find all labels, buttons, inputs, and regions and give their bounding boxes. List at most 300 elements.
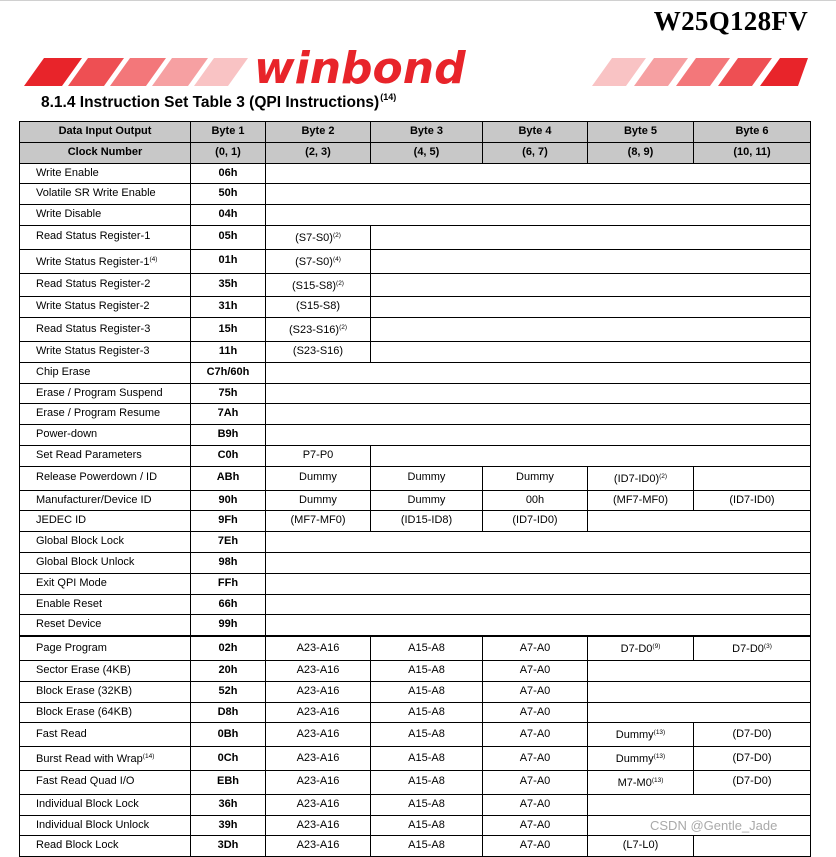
- instruction-name-text: Release Powerdown / ID: [36, 471, 158, 484]
- opcode-cell: 02h: [191, 636, 266, 660]
- instruction-name: [20, 636, 191, 660]
- byte-cell-text: A23-A16: [296, 797, 340, 810]
- opcode-cell: 66h: [191, 594, 266, 615]
- byte-cell: [371, 490, 483, 511]
- instruction-name: [20, 747, 191, 771]
- instruction-name-text: Volatile SR Write Enable: [36, 187, 156, 200]
- byte-cell-text: A23-A16: [296, 641, 340, 654]
- empty-span-cell: [371, 249, 811, 273]
- byte-cell-text: (D7-D0): [732, 775, 772, 788]
- byte-cell: [483, 836, 588, 857]
- instruction-name-text: Read Block Lock: [36, 839, 119, 852]
- empty-span-cell: [266, 404, 811, 425]
- byte-cell: [694, 723, 811, 747]
- table-row: [20, 318, 811, 342]
- byte-cell: [371, 815, 483, 836]
- byte-cell-text: A15-A8: [408, 641, 445, 654]
- instruction-name-text: Exit QPI Mode: [36, 576, 107, 589]
- byte-cell: [266, 490, 371, 511]
- table-row: [20, 341, 811, 362]
- opcode-cell: 39h: [191, 815, 266, 836]
- opcode-cell: D8h: [191, 702, 266, 723]
- instruction-name: [20, 425, 191, 446]
- opcode-cell: FFh: [191, 573, 266, 594]
- empty-span-cell: [266, 383, 811, 404]
- table-row: [20, 681, 811, 702]
- byte-cell: [483, 770, 588, 794]
- instruction-name-text: Write Status Register-3: [36, 344, 150, 357]
- byte-cell: [266, 723, 371, 747]
- byte-cell: [588, 636, 694, 660]
- table-row: [20, 836, 811, 857]
- byte-cell: [694, 636, 811, 660]
- instruction-name: [20, 249, 191, 273]
- empty-span-cell: [588, 681, 811, 702]
- byte-cell-text: A15-A8: [408, 684, 445, 697]
- table-row: [20, 702, 811, 723]
- byte-cell-text: A15-A8: [408, 663, 445, 676]
- footnote-ref: (13): [653, 753, 666, 761]
- footnote-ref: (14): [142, 753, 155, 761]
- empty-span-cell: [371, 318, 811, 342]
- byte-cell: [266, 747, 371, 771]
- opcode-cell: B9h: [191, 425, 266, 446]
- instruction-name: [20, 836, 191, 857]
- byte-cell-text: A7-A0: [519, 641, 551, 654]
- section-title: [41, 92, 396, 112]
- right-stripes-icon: [592, 58, 808, 86]
- table-row: [20, 445, 811, 466]
- instruction-name-text: JEDEC ID: [36, 514, 87, 527]
- instruction-name: [20, 205, 191, 226]
- empty-span-cell: [371, 297, 811, 318]
- byte-cell-text: Dummy: [407, 493, 446, 506]
- byte-cell: [371, 702, 483, 723]
- byte-cell-text: D7-D0: [620, 643, 653, 656]
- table-row: [20, 249, 811, 273]
- instruction-name-text: Write Status Register-2: [36, 300, 150, 313]
- byte-cell: [371, 794, 483, 815]
- byte-cell: [266, 660, 371, 681]
- opcode-cell: 3Dh: [191, 836, 266, 857]
- byte-cell: [371, 511, 483, 532]
- byte-cell: [483, 490, 588, 511]
- instruction-name: [20, 318, 191, 342]
- empty-span-cell: [371, 445, 811, 466]
- byte-cell: [266, 770, 371, 794]
- winbond-logo-text: winbond: [254, 46, 466, 92]
- instruction-name: [20, 615, 191, 636]
- column-header: Byte 2: [266, 122, 371, 143]
- opcode-cell: ABh: [191, 466, 266, 490]
- instruction-name-text: Power-down: [36, 428, 98, 441]
- table-row: [20, 660, 811, 681]
- column-header: Byte 4: [483, 122, 588, 143]
- opcode-cell: 06h: [191, 163, 266, 184]
- byte-cell: [588, 466, 694, 490]
- byte-cell-text: A7-A0: [519, 705, 551, 718]
- empty-span-cell: [266, 532, 811, 553]
- byte-cell-text: M7-M0: [617, 776, 652, 789]
- clock-number-cell: (2, 3): [266, 142, 371, 163]
- footnote-ref: (13): [651, 776, 664, 784]
- byte-cell-text: (S15-S8): [295, 300, 341, 313]
- empty-span-cell: [266, 163, 811, 184]
- instruction-name: [20, 702, 191, 723]
- left-stripes-icon: [24, 58, 248, 86]
- opcode-cell: 75h: [191, 383, 266, 404]
- instruction-name-text: Global Block Lock: [36, 535, 125, 548]
- instruction-name-text: Fast Read Quad I/O: [36, 775, 135, 788]
- opcode-cell: C0h: [191, 445, 266, 466]
- instruction-name-text: Write Enable: [36, 166, 99, 179]
- byte-cell-text: D7-D0: [732, 643, 764, 656]
- byte-cell-text: A7-A0: [519, 663, 551, 676]
- opcode-cell: 50h: [191, 184, 266, 205]
- table-row: [20, 205, 811, 226]
- instruction-name-text: Individual Block Unlock: [36, 818, 150, 831]
- table-body: [20, 163, 811, 857]
- byte-cell-text: (ID7-ID0): [613, 472, 660, 485]
- byte-cell-text: A7-A0: [519, 751, 551, 764]
- winbond-logo-banner: [20, 46, 810, 92]
- byte-cell-text: (ID15-ID8): [400, 514, 453, 527]
- opcode-cell: 01h: [191, 249, 266, 273]
- instruction-name: [20, 225, 191, 249]
- byte-cell-text: Dummy: [615, 753, 654, 766]
- instruction-name-text: Block Erase (32KB): [36, 684, 132, 697]
- byte-cell-text: A7-A0: [519, 727, 551, 740]
- opcode-cell: 15h: [191, 318, 266, 342]
- byte-cell-text: P7-P0: [302, 448, 334, 461]
- empty-span-cell: [694, 836, 811, 857]
- byte-cell-text: A23-A16: [296, 727, 340, 740]
- empty-span-cell: [694, 466, 811, 490]
- instruction-name: [20, 815, 191, 836]
- qpi-instruction-table: [19, 121, 811, 857]
- byte-cell-text: A23-A16: [296, 818, 340, 831]
- instruction-name-text: Enable Reset: [36, 597, 103, 610]
- byte-cell-text: Dummy: [407, 471, 446, 484]
- byte-cell-text: (S23-S16): [292, 344, 344, 357]
- instruction-name: [20, 383, 191, 404]
- column-header: Data Input Output: [20, 122, 191, 143]
- table-row: [20, 532, 811, 553]
- byte-cell-text: (D7-D0): [732, 727, 772, 740]
- opcode-cell: C7h/60h: [191, 362, 266, 383]
- byte-cell: [266, 836, 371, 857]
- byte-cell: [266, 466, 371, 490]
- byte-cell: [266, 341, 371, 362]
- table-row: [20, 297, 811, 318]
- footnote-ref: (4): [149, 255, 158, 263]
- byte-cell: [266, 681, 371, 702]
- opcode-cell: 52h: [191, 681, 266, 702]
- opcode-cell: 11h: [191, 341, 266, 362]
- clock-number-cell: (0, 1): [191, 142, 266, 163]
- column-header: Byte 1: [191, 122, 266, 143]
- opcode-cell: 99h: [191, 615, 266, 636]
- empty-span-cell: [588, 794, 811, 815]
- instruction-name-text: Sector Erase (4KB): [36, 663, 131, 676]
- instruction-name: [20, 794, 191, 815]
- byte-cell: [266, 445, 371, 466]
- byte-cell-text: A23-A16: [296, 663, 340, 676]
- byte-cell: [483, 794, 588, 815]
- instruction-name: [20, 273, 191, 297]
- opcode-cell: 36h: [191, 794, 266, 815]
- instruction-name: [20, 404, 191, 425]
- byte-cell: [371, 660, 483, 681]
- empty-span-cell: [371, 225, 811, 249]
- instruction-name: [20, 184, 191, 205]
- table-row: [20, 723, 811, 747]
- byte-cell: [371, 836, 483, 857]
- instruction-name-text: Set Read Parameters: [36, 448, 142, 461]
- byte-cell: [483, 747, 588, 771]
- empty-span-cell: [588, 660, 811, 681]
- instruction-name: [20, 770, 191, 794]
- instruction-name: [20, 341, 191, 362]
- byte-cell-text: A15-A8: [408, 751, 445, 764]
- byte-cell: [483, 815, 588, 836]
- byte-cell-text: 00h: [525, 493, 545, 506]
- instruction-name: [20, 594, 191, 615]
- instruction-name: [20, 163, 191, 184]
- opcode-cell: 31h: [191, 297, 266, 318]
- opcode-cell: 35h: [191, 273, 266, 297]
- byte-cell: [371, 681, 483, 702]
- clock-number-cell: Clock Number: [20, 142, 191, 163]
- footnote-ref: (13): [653, 729, 666, 737]
- table-row: [20, 552, 811, 573]
- byte-cell: [371, 723, 483, 747]
- byte-cell-text: (S7-S0): [295, 255, 333, 268]
- instruction-name-text: Burst Read with Wrap: [36, 753, 143, 766]
- byte-cell-text: A15-A8: [408, 705, 445, 718]
- footnote-ref: (9): [652, 643, 661, 651]
- byte-cell-text: (MF7-MF0): [290, 514, 346, 527]
- byte-cell: [588, 723, 694, 747]
- byte-cell: [266, 815, 371, 836]
- byte-cell-text: (ID7-ID0): [512, 514, 558, 527]
- instruction-name-text: Erase / Program Suspend: [36, 386, 163, 399]
- empty-span-cell: [266, 552, 811, 573]
- byte-cell-text: Dummy: [299, 471, 337, 484]
- byte-cell-text: A23-A16: [296, 751, 340, 764]
- column-header: Byte 6: [694, 122, 811, 143]
- byte-cell: [694, 490, 811, 511]
- instruction-name-text: Fast Read: [36, 727, 87, 740]
- byte-cell-text: Dummy: [516, 471, 554, 484]
- instruction-name: [20, 552, 191, 573]
- byte-cell: [694, 747, 811, 771]
- footnote-ref: (2): [336, 279, 344, 287]
- instruction-name: [20, 660, 191, 681]
- table-row: [20, 383, 811, 404]
- byte-cell-text: (D7-D0): [732, 751, 772, 764]
- byte-cell: [266, 249, 371, 273]
- byte-cell-text: (MF7-MF0): [613, 493, 668, 506]
- watermark: CSDN @Gentle_Jade: [650, 818, 778, 833]
- byte-cell: [483, 681, 588, 702]
- opcode-cell: 98h: [191, 552, 266, 573]
- byte-cell-text: A7-A0: [519, 775, 551, 788]
- footnote-ref: (4): [332, 255, 341, 263]
- byte-cell: [694, 770, 811, 794]
- byte-cell-text: (ID7-ID0): [729, 493, 775, 506]
- byte-cell-text: (L7-L0): [622, 839, 659, 852]
- byte-cell-text: (S15-S8): [292, 279, 337, 292]
- byte-cell-text: Dummy: [615, 729, 654, 742]
- column-header: Byte 3: [371, 122, 483, 143]
- table-row: [20, 636, 811, 660]
- empty-span-cell: [266, 594, 811, 615]
- instruction-name: [20, 723, 191, 747]
- empty-span-cell: [266, 205, 811, 226]
- byte-cell: [266, 794, 371, 815]
- instruction-name: [20, 490, 191, 511]
- instruction-name-text: Read Status Register-3: [36, 322, 151, 335]
- opcode-cell: 90h: [191, 490, 266, 511]
- instruction-name-text: Page Program: [36, 641, 107, 654]
- section-title-note: (14): [380, 92, 397, 102]
- byte-cell-text: A7-A0: [519, 839, 551, 852]
- empty-span-cell: [266, 425, 811, 446]
- empty-span-cell: [266, 615, 811, 636]
- byte-cell: [483, 511, 588, 532]
- byte-cell-text: A23-A16: [296, 705, 340, 718]
- byte-cell: [266, 636, 371, 660]
- instruction-name: [20, 445, 191, 466]
- instruction-name-text: Global Block Unlock: [36, 555, 135, 568]
- opcode-cell: 7Ah: [191, 404, 266, 425]
- empty-span-cell: [588, 702, 811, 723]
- byte-cell-text: A23-A16: [296, 839, 340, 852]
- byte-cell-text: A7-A0: [519, 684, 551, 697]
- instruction-name: [20, 532, 191, 553]
- empty-span-cell: [266, 573, 811, 594]
- byte-cell-text: (S23-S16): [288, 324, 340, 337]
- byte-cell-text: (S7-S0): [295, 231, 333, 244]
- instruction-name-text: Chip Erase: [36, 365, 91, 378]
- byte-cell-text: Dummy: [299, 493, 337, 506]
- opcode-cell: 04h: [191, 205, 266, 226]
- table-row: [20, 404, 811, 425]
- byte-cell-text: A15-A8: [408, 839, 445, 852]
- instruction-name-text: Erase / Program Resume: [36, 407, 161, 420]
- byte-cell: [483, 660, 588, 681]
- instruction-name-text: Read Status Register-1: [36, 230, 151, 243]
- byte-cell-text: A15-A8: [408, 818, 445, 831]
- byte-cell: [588, 747, 694, 771]
- table-row: [20, 770, 811, 794]
- footnote-ref: (3): [763, 643, 772, 651]
- table-row: [20, 573, 811, 594]
- clock-number-cell: (10, 11): [694, 142, 811, 163]
- table-row: [20, 615, 811, 636]
- instruction-name: [20, 511, 191, 532]
- byte-cell-text: A23-A16: [296, 775, 340, 788]
- clock-number-cell: (6, 7): [483, 142, 588, 163]
- instruction-name-text: Manufacturer/Device ID: [36, 493, 152, 506]
- byte-cell: [371, 636, 483, 660]
- empty-span-cell: [588, 511, 811, 532]
- empty-span-cell: [266, 184, 811, 205]
- footnote-ref: (2): [332, 231, 341, 239]
- byte-cell: [266, 297, 371, 318]
- byte-cell: [266, 273, 371, 297]
- table-row: [20, 594, 811, 615]
- instruction-name-text: Reset Device: [36, 618, 102, 631]
- clock-number-cell: (4, 5): [371, 142, 483, 163]
- table-row: [20, 425, 811, 446]
- byte-cell: [266, 511, 371, 532]
- opcode-cell: 0Bh: [191, 723, 266, 747]
- footnote-ref: (2): [659, 472, 668, 480]
- byte-cell: [588, 770, 694, 794]
- footnote-ref: (2): [339, 324, 348, 332]
- instruction-name-text: Write Status Register-1: [36, 255, 150, 268]
- instruction-name: [20, 362, 191, 383]
- byte-cell: [588, 490, 694, 511]
- instruction-name: [20, 297, 191, 318]
- byte-cell: [588, 836, 694, 857]
- clock-number-cell: (8, 9): [588, 142, 694, 163]
- empty-span-cell: [371, 273, 811, 297]
- instruction-name: [20, 681, 191, 702]
- byte-cell-text: A7-A0: [519, 797, 551, 810]
- byte-cell-text: A15-A8: [408, 797, 445, 810]
- part-number: W25Q128FV: [653, 6, 808, 36]
- top-rule: [0, 0, 836, 1]
- column-header: Byte 5: [588, 122, 694, 143]
- empty-span-cell: [371, 341, 811, 362]
- table-row: [20, 490, 811, 511]
- instruction-name: [20, 466, 191, 490]
- instruction-name-text: Block Erase (64KB): [36, 705, 132, 718]
- clock-number-row: [20, 142, 811, 163]
- table-row: [20, 362, 811, 383]
- byte-cell: [266, 225, 371, 249]
- byte-cell-text: A7-A0: [519, 818, 551, 831]
- byte-cell-text: A15-A8: [408, 775, 445, 788]
- table-header-row: [20, 122, 811, 143]
- instruction-name-text: Write Disable: [36, 208, 102, 221]
- byte-cell: [483, 466, 588, 490]
- table-row: [20, 184, 811, 205]
- byte-cell: [266, 318, 371, 342]
- opcode-cell: 9Fh: [191, 511, 266, 532]
- instruction-name-text: Individual Block Lock: [36, 797, 139, 810]
- byte-cell: [371, 466, 483, 490]
- instruction-name: [20, 573, 191, 594]
- opcode-cell: 0Ch: [191, 747, 266, 771]
- byte-cell: [371, 747, 483, 771]
- table-row: [20, 466, 811, 490]
- opcode-cell: 7Eh: [191, 532, 266, 553]
- table-row: [20, 794, 811, 815]
- byte-cell: [483, 636, 588, 660]
- opcode-cell: EBh: [191, 770, 266, 794]
- table-row: [20, 747, 811, 771]
- byte-cell-text: A15-A8: [408, 727, 445, 740]
- table-row: [20, 273, 811, 297]
- section-title-text: 8.1.4 Instruction Set Table 3 (QPI Instructions): [41, 94, 380, 111]
- table-row: [20, 163, 811, 184]
- table-row: [20, 225, 811, 249]
- byte-cell: [483, 723, 588, 747]
